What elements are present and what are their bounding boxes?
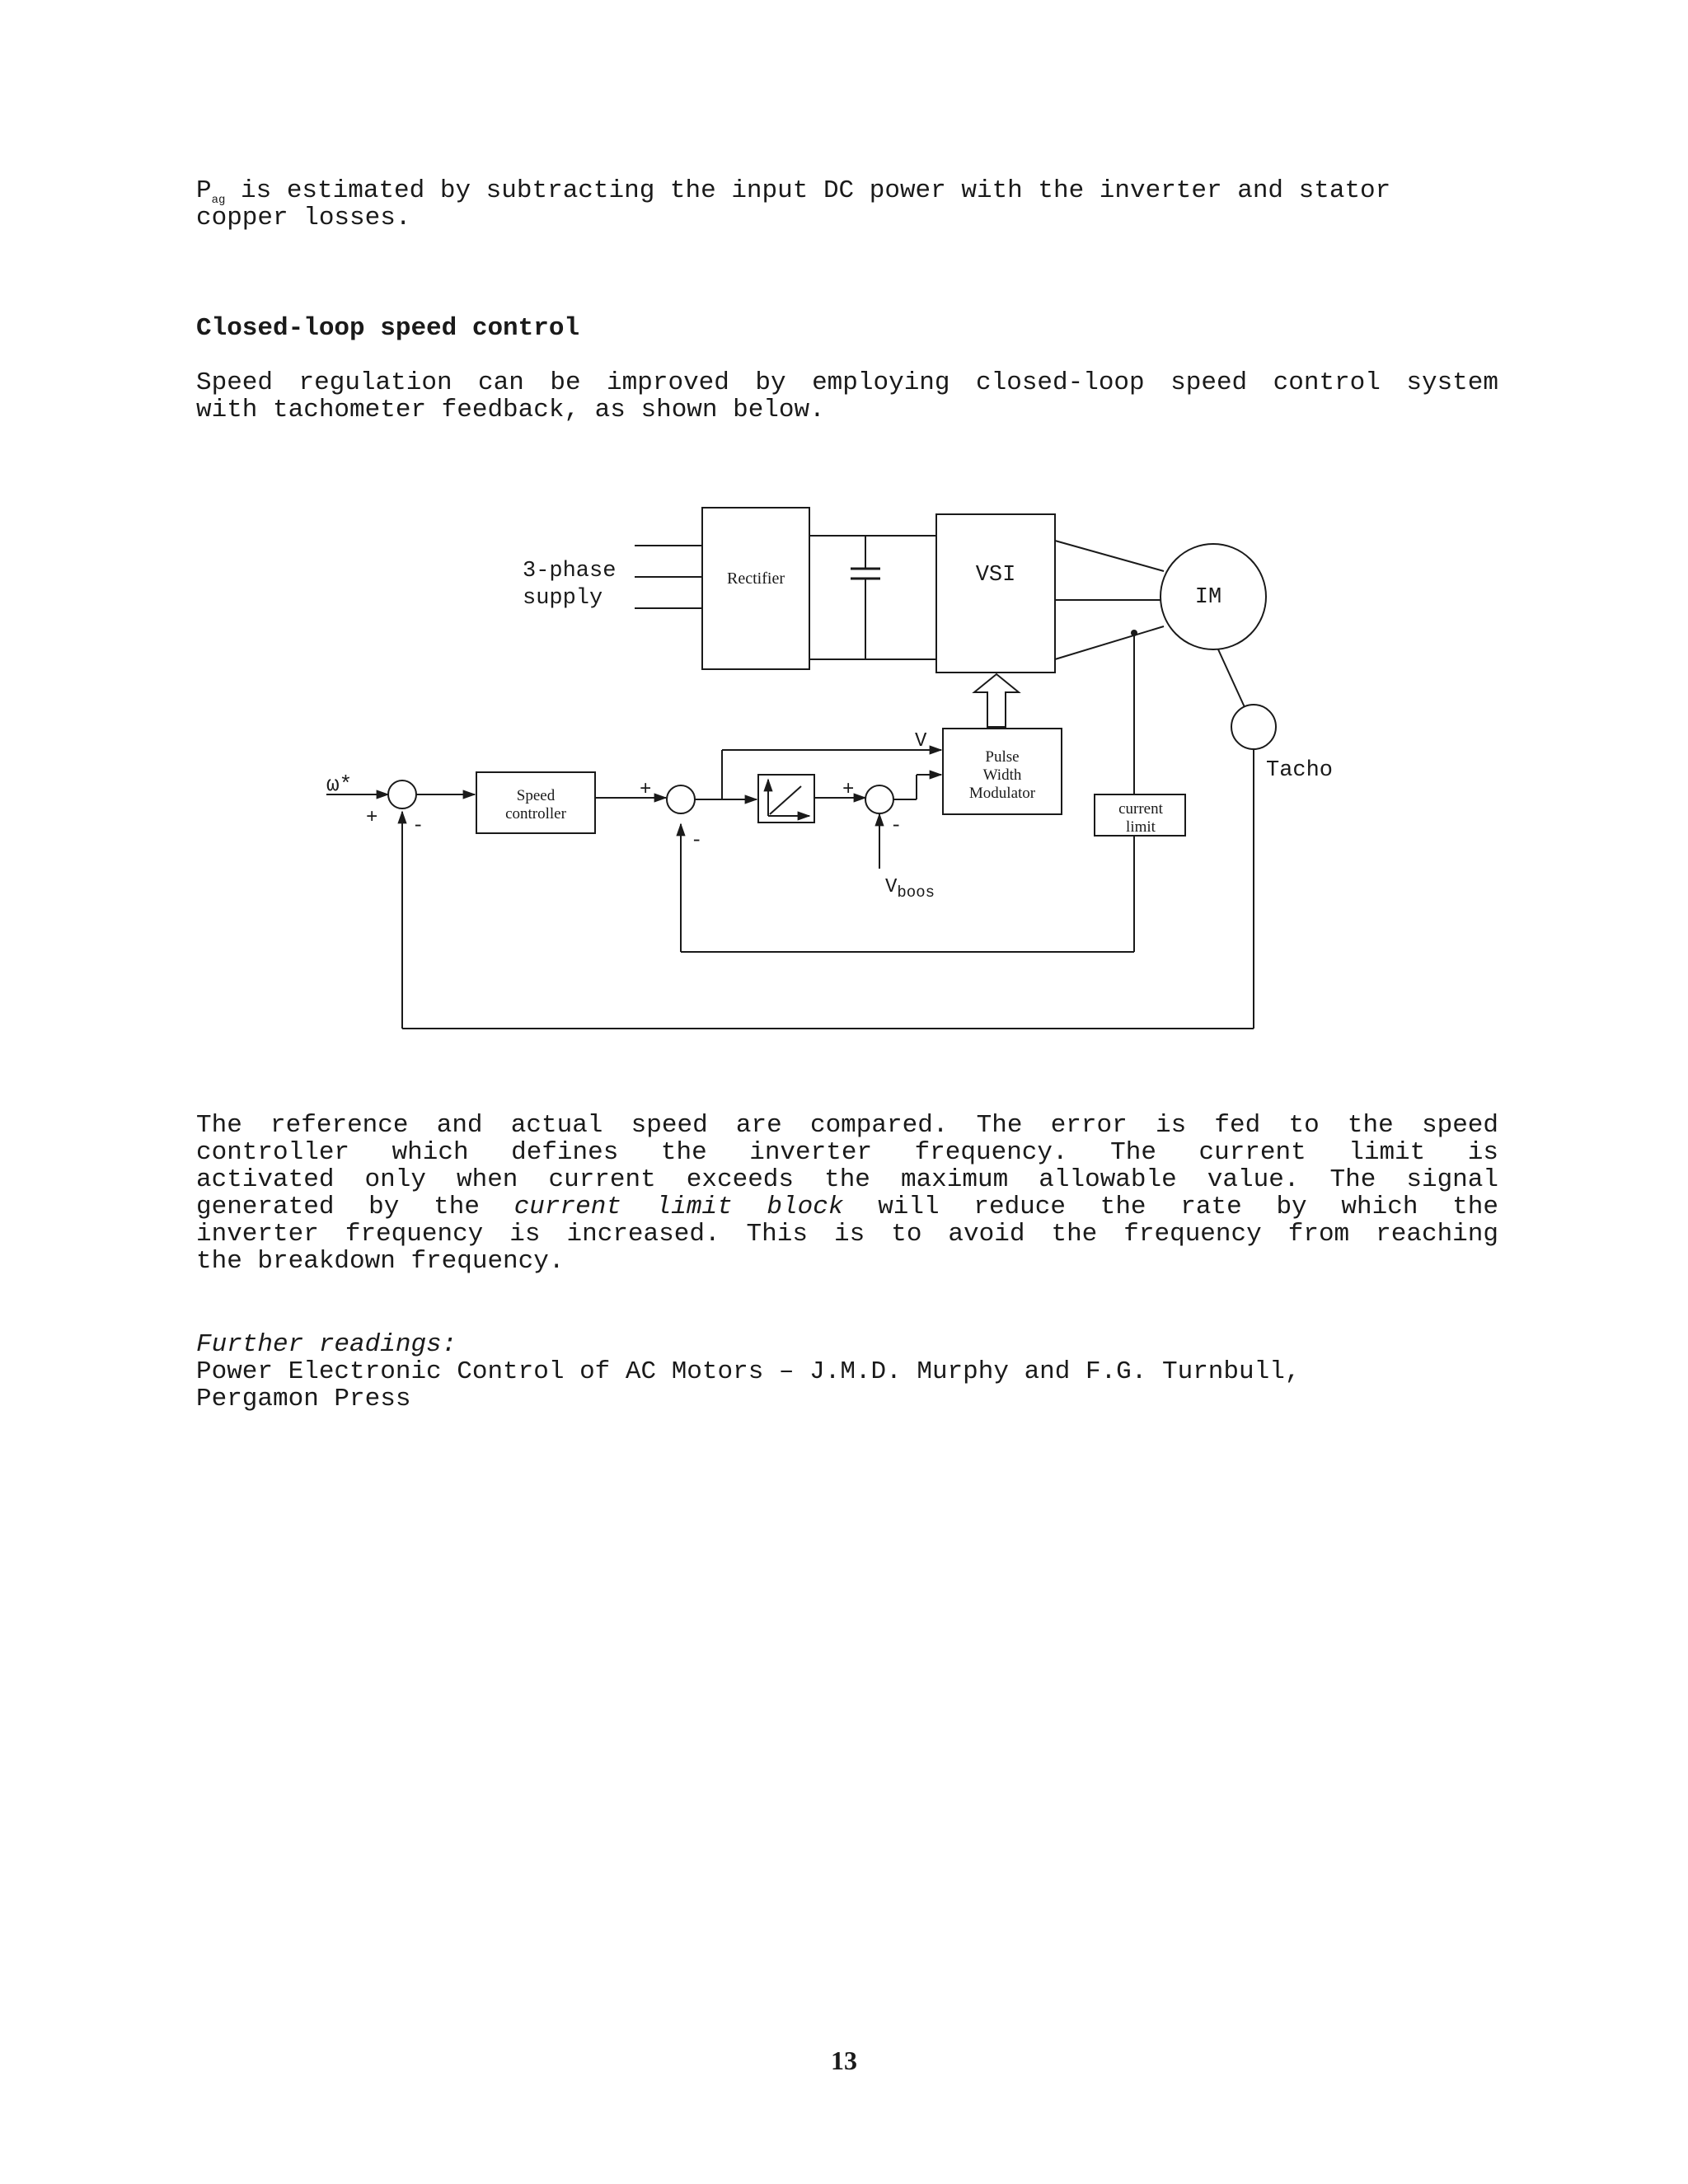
tacho-label: Tacho xyxy=(1266,758,1334,783)
pwm-to-vsi-arrow xyxy=(974,674,1019,727)
omega-ref-label: ω* xyxy=(326,772,353,797)
pwm-label-2: Width xyxy=(982,766,1022,784)
current-sense-dot xyxy=(1131,630,1137,636)
explanation-line-5: inverter frequency is increased. This is to avoid the frequency from reaching xyxy=(196,1220,1498,1249)
current-summing-junction xyxy=(667,785,695,813)
pwm-label-1: Pulse xyxy=(985,748,1020,766)
vboost-main: V xyxy=(885,876,898,898)
speed-controller-label-2: controller xyxy=(505,805,566,823)
tacho-shaft xyxy=(1218,649,1245,707)
current-limit-block-emphasis: current limit block xyxy=(513,1193,844,1221)
vboost-sub: boos xyxy=(897,883,935,902)
section-para-line-2: with tachometer feedback, as shown below. xyxy=(196,396,825,424)
speed-summing-junction xyxy=(388,780,416,808)
explanation-line-2: controller which defines the inverter frequency. The current limit is xyxy=(196,1138,1498,1167)
current-sum-minus: - xyxy=(691,830,703,852)
current-limit-label-2: limit xyxy=(1126,818,1156,836)
rectifier-block xyxy=(702,508,809,669)
current-sum-plus: + xyxy=(640,779,652,801)
explanation-paragraph xyxy=(196,1112,1498,1275)
v-label: V xyxy=(915,730,927,752)
im-label: IM xyxy=(1194,585,1222,610)
speed-sum-minus: - xyxy=(412,815,424,837)
reference-line-2: Pergamon Press xyxy=(196,1385,411,1413)
vsi-label: VSI xyxy=(975,563,1016,588)
vboost-label xyxy=(885,876,935,902)
vsi-block xyxy=(936,514,1055,673)
intro-line-2: copper losses. xyxy=(196,204,411,232)
reference-line-1: Power Electronic Control of AC Motors – J.M.D. Murphy and F.G. Turnbull, xyxy=(196,1357,1301,1386)
section-para-line-1: Speed regulation can be improved by employing closed-loop speed control system xyxy=(196,368,1498,397)
explanation-line-3: activated only when current exceeds the maximum allowable value. The signal xyxy=(196,1165,1498,1194)
rectifier-label: Rectifier xyxy=(727,569,785,588)
ramp-slope xyxy=(770,786,801,814)
current-limit-label-1: current xyxy=(1118,800,1163,818)
speed-sum-plus: + xyxy=(366,807,378,829)
supply-label-line-1: 3-phase xyxy=(523,559,617,583)
boost-summing-junction xyxy=(865,785,893,813)
pag-subscript: ag xyxy=(211,194,226,208)
boost-sum-minus: - xyxy=(890,815,903,837)
section-heading: Closed-loop speed control xyxy=(196,314,580,343)
explanation-line-1: The reference and actual speed are compared. The error is fed to the speed xyxy=(196,1111,1498,1140)
explanation-line-4 xyxy=(196,1193,1498,1221)
intro-line-1-text: is estimated by subtracting the input DC power with the inverter and stator xyxy=(225,176,1391,205)
supply-label-line-2: supply xyxy=(523,586,603,611)
speed-controller-label-1: Speed xyxy=(516,787,556,804)
explanation-line-4a: generated by the xyxy=(196,1193,514,1221)
pwm-label-3: Modulator xyxy=(968,785,1036,802)
further-readings-label: Further readings: xyxy=(196,1330,457,1359)
boost-sum-plus: + xyxy=(842,779,855,801)
page-number: 13 xyxy=(831,2046,857,2075)
tacho-circle xyxy=(1231,705,1276,749)
explanation-line-6: the breakdown frequency. xyxy=(196,1247,565,1276)
pag-symbol: P xyxy=(196,176,212,205)
motor-line-1 xyxy=(1055,541,1164,571)
explanation-line-4b: will reduce the rate by which the xyxy=(843,1193,1498,1221)
motor-line-3 xyxy=(1055,626,1164,659)
